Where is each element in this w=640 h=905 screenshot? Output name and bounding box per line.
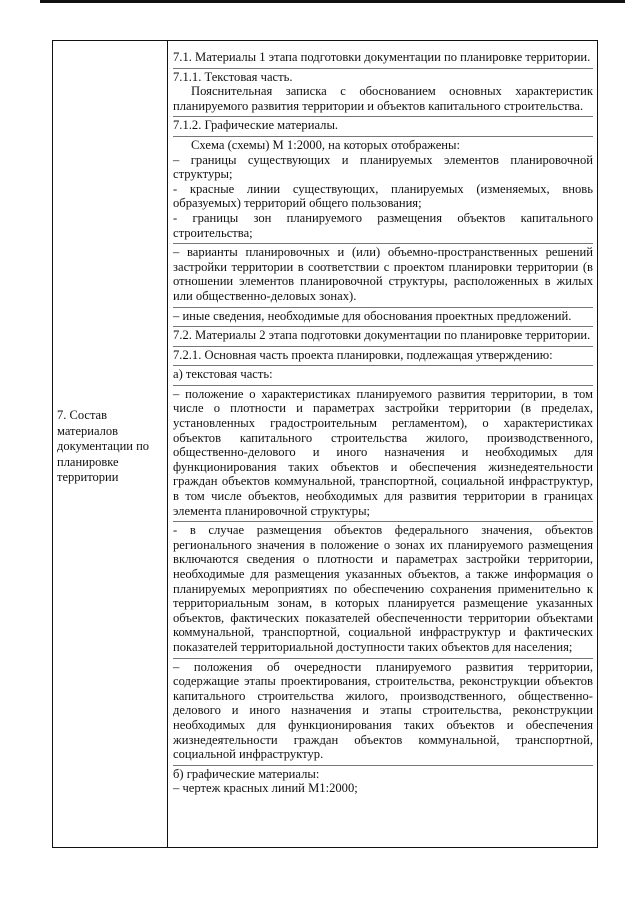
paragraph: 7.1.1. Текстовая часть.	[173, 69, 293, 84]
content-block	[173, 347, 593, 367]
paragraph: а) текстовая часть:	[173, 367, 273, 382]
paragraph: 7.2. Материалы 2 этапа подготовки документации по планировке территории.	[173, 328, 591, 343]
paragraph: - в случае размещения объектов федерального значения, объектов регионального значения в положение о зонах их планируемого размещения включаются сведения о плотности и параметрах застройки территории, необходимые для размещения указанных объектов, а также информация о планируемых мероприятиях по обеспечению сохранения применительно к территориальным зонам, в которых планируется размещение указанных объектов, фактических показателей обеспеченности территории объектами коммунальной, транспортной, социальной инфраструктур и фактических показателей территориальной доступности таких объектов для населения;	[173, 523, 593, 654]
top-border	[40, 0, 625, 3]
content-block	[173, 522, 593, 658]
content-block	[173, 659, 593, 766]
content-block	[173, 244, 593, 307]
content-block	[173, 49, 593, 69]
content-cell	[173, 49, 593, 799]
paragraph: – границы существующих и планируемых элементов планировочной структуры;	[173, 152, 593, 182]
paragraph: – положения об очередности планируемого развития территории, содержащие этапы проектирования, строительства, реконструкции объектов капитального строительства жилого, производственного, общественно-делового и иного назначения и этапы строительства, реконструкции необходимых для функционирования таких объектов и обеспечения жизнедеятельности граждан объектов коммунальной, транспортной, социальной инфраструктур.	[173, 659, 593, 762]
content-block	[173, 117, 593, 137]
content-block	[173, 386, 593, 522]
paragraph: - красные линии существующих, планируемых (изменяемых, вновь образуемых) территорий общего пользования;	[173, 181, 593, 211]
content-block	[173, 69, 593, 118]
paragraph: – иные сведения, необходимые для обоснования проектных предложений.	[173, 308, 572, 323]
paragraph: - границы зон планируемого размещения объектов капитального строительства;	[173, 210, 593, 240]
paragraph: 7.1. Материалы 1 этапа подготовки документации по планировке территории.	[173, 50, 591, 64]
content-block	[173, 766, 593, 799]
column-divider	[167, 41, 168, 847]
paragraph: Схема (схемы) М 1:2000, на которых отображены:	[191, 137, 460, 152]
paragraph: 7.1.2. Графические материалы.	[173, 118, 339, 133]
paragraph: – варианты планировочных и (или) объемно-пространственных решений застройки территории в соответствии с проектом планировки территории (в отношении элементов планировочной структуры, расположенных в жилых или общественно-деловых зонах).	[173, 245, 593, 303]
content-block	[173, 137, 593, 244]
document-table	[52, 40, 598, 848]
content-block	[173, 308, 593, 328]
paragraph: 7.2.1. Основная часть проекта планировки, подлежащая утверждению:	[173, 347, 553, 362]
content-block	[173, 366, 593, 386]
section-title-cell: 7. Состав материалов документации по планировке территории	[57, 408, 150, 484]
paragraph: – положение о характеристиках планируемого развития территории, в том числе о плотности и параметрах застройки территории (в пределах, установленных градостроительным регламентом), о характеристиках объектов капитального строительства жилого, производственного, общественно-делового и иного назначения и необходимых для функционирования таких объектов и обеспечения жизнедеятельности граждан объектов коммунальной, транспортной, социальной инфраструктур, в том числе объектов, необходимых для развития территории в границах элемента планировочной структуры;	[173, 386, 593, 518]
paragraph: Пояснительная записка с обоснованием основных характеристик планируемого развития территории и объектов капитального строительства.	[173, 84, 593, 113]
paragraph: б) графические материалы:	[173, 766, 320, 781]
paragraph: – чертеж красных линий М1:2000;	[173, 781, 358, 796]
content-block	[173, 327, 593, 347]
